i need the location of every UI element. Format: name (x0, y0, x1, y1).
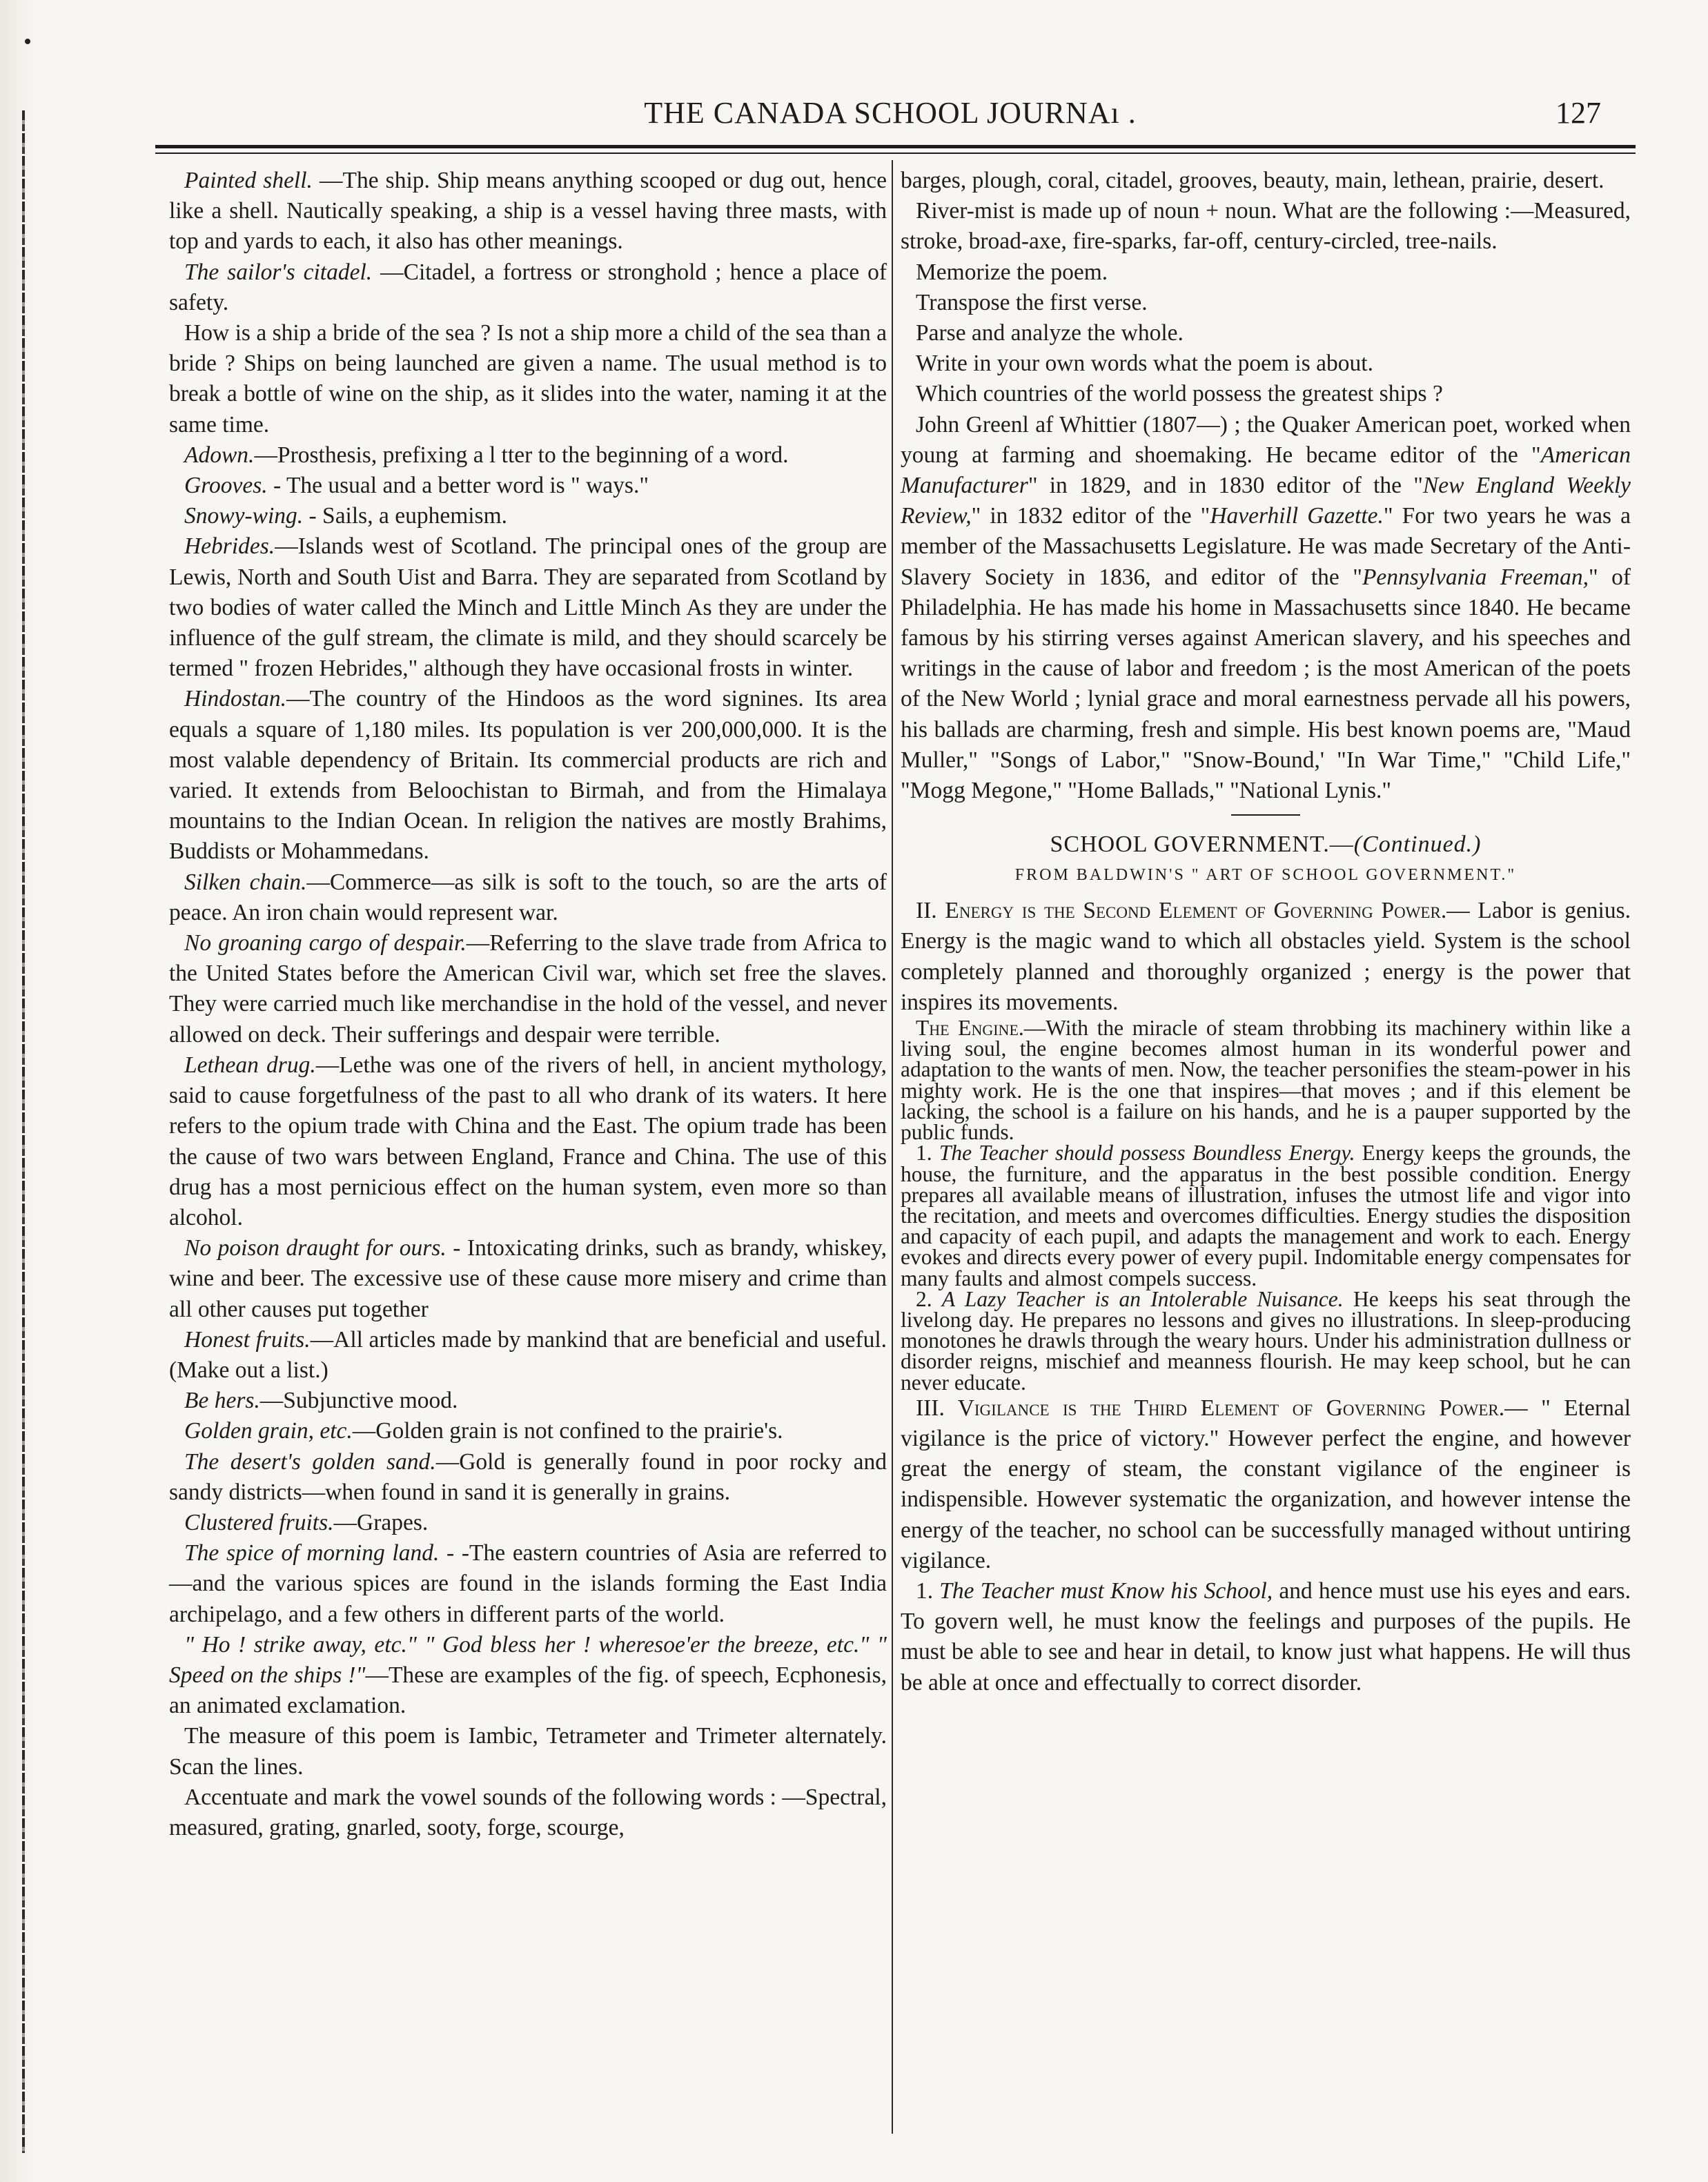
item-number: 2. (916, 1286, 932, 1311)
note-text: Accentuate and mark the vowel sounds of the following words : —Spectral, measured, grating, gnarled, sooty, forge, scourge, (169, 1784, 887, 1840)
note-term: Hebrides. (184, 533, 275, 560)
energy-text: Labor is genius. Energy is the magic wand to which all obstacles yield. System is the school completely planned and thoroughly organized ; energy is the power that inspires its movements. (901, 898, 1631, 1015)
note-text: —Gold is generally found in poor rocky and sandy districts—when found in sand it is generally in grains. (169, 1448, 887, 1505)
whittier-title-1: American Manufacturer (901, 442, 1631, 499)
note-text: —Grapes. (333, 1509, 429, 1535)
vigilance-text: " Eternal vigilance is the price of victory." However perfect the engine, and however great the energy of steam, the constant vigilance of the engineer is indispensible. However systematic the organization, and however intense the energy of the teacher, no school can be successfully managed without untiring vigilance. (901, 1395, 1631, 1573)
lazy-teacher-text: He keeps his seat through the livelong day. He prepares no lessons and gives no illustrations. In sleep-producing monotones he drawls through the weary hours. Under his administration dullness or disorder reigns, mischief and meanness flourish. He may keep school, but he can never educate. (901, 1286, 1631, 1395)
note-paragraph (169, 1508, 887, 1538)
exercise-line: Memorize the poem. (916, 259, 1108, 285)
section-rule (1231, 814, 1300, 816)
left-column (169, 166, 887, 1843)
note-paragraph (169, 867, 887, 928)
exercise-line: Write in your own words what the poem is about. (916, 351, 1373, 377)
note-paragraph (169, 166, 887, 257)
note-text: —Golden grain is not confined to the prairie's. (352, 1418, 783, 1444)
note-paragraph (169, 1630, 887, 1722)
note-paragraph (169, 1325, 887, 1386)
note-text: - Intoxicating drinks, such as brandy, whiskey, wine and beer. The excessive use of these cause more misery and crime than all other causes put together (169, 1235, 887, 1322)
know-school-heading: The Teacher must Know his School, (939, 1577, 1273, 1604)
note-term: Be hers. (184, 1388, 260, 1414)
note-paragraph (169, 257, 887, 318)
binding-edge (0, 0, 36, 2182)
whittier-title-2: New England Weekly Review, (901, 473, 1631, 529)
note-term: Grooves. (184, 473, 268, 499)
note-text: —Commerce—as silk is soft to the touch, so are the arts of peace. An iron chain would represent war. (169, 869, 887, 925)
note-paragraph (169, 318, 887, 440)
energy-heading: II. Energy is the Second Element of Governing Power.— (916, 898, 1470, 924)
note-text: —The ship. Ship means anything scooped or dug out, hence like a shell. Nautically speaking, a ship is a vessel having three masts, with top and yards to each, it also has other meanings. (169, 168, 887, 255)
section-subtitle: FROM BALDWIN'S " ART OF SCHOOL GOVERNMENT." (1014, 866, 1517, 885)
note-paragraph (169, 1050, 887, 1233)
engine-paragraph (901, 1018, 1631, 1143)
boundless-energy-paragraph (901, 1143, 1631, 1288)
exercise-line: Transpose the first verse. (916, 289, 1148, 315)
exercise-line: River-mist is made up of noun + noun. What are the following :—Measured, stroke, broad-axe, fire-sparks, far-off, century-circled, tree-nails. (901, 198, 1631, 255)
column-divider (892, 160, 893, 2134)
note-term: Adown. (184, 442, 255, 468)
know-school-paragraph (901, 1576, 1631, 1698)
note-paragraph (169, 928, 887, 1050)
journal-title: THE CANADA SCHOOL JOURNAı . (644, 96, 1137, 130)
section-title-continued: (Continued.) (1353, 832, 1482, 858)
note-text: —These are examples of the fig. of speech, Ecphonesis, an animated exclamation. (169, 1662, 887, 1719)
note-term: Painted shell. (184, 168, 313, 193)
note-text: - -The eastern countries of Asia are referred to—and the various spices are found in the islands forming the East India archipelago, and a few others in different parts of the world. (169, 1540, 887, 1627)
note-text: —Citadel, a fortress or stronghold ; hence a place of safety. (169, 259, 887, 315)
whittier-paragraph (901, 410, 1631, 807)
note-term: Hindostan. (184, 686, 286, 712)
note-term: Golden grain, etc. (184, 1418, 353, 1444)
vigilance-heading: III. Vigilance is the Third Element of Governing Power.— (916, 1395, 1528, 1421)
boundless-energy-heading: The Teacher should possess Boundless Energy. (939, 1141, 1355, 1166)
whittier-text-3: " in 1832 editor of the " (971, 503, 1210, 529)
note-paragraph (169, 1447, 887, 1508)
note-paragraph (169, 471, 887, 501)
note-text: —Subjunctive mood. (259, 1388, 458, 1414)
item-number: 1. (916, 1141, 932, 1166)
note-text: —Lethe was one of the rivers of hell, in ancient mythology, said to cause forgetfulness of the past to all who drank of its waters. It here refers to the opium trade with China and the East. The opium trade has been the cause of two wars between England, France and China. The use of this drug has a most pernicious effect on the human system, even more so than alcohol. (169, 1052, 887, 1230)
note-text: —All articles made by mankind that are beneficial and useful. (Make out a list.) (169, 1326, 887, 1383)
note-text: —The country of the Hindoos as the word signines. Its area equals a square of 1,180 miles. Its population is ver 200,000,000. It is the most valable dependency of Britain. Its commercial products are rich and varied. It extends from Beloochistan to Birmah, and from the Himalaya mountains to the Indian Ocean. In religion the natives are mostly Brahims, Buddists or Mohammedans. (169, 686, 887, 865)
note-text: —Islands west of Scotland. The principal ones of the group are Lewis, North and South Uist and Barra. They are separated from Scotland by two bodies of water called the Minch and Little Minch As they are under the influence of the gulf stream, the climate is mild, and they should scarcely be termed " frozen Hebrides," although they have occasional frosts in winter. (169, 533, 887, 682)
note-term: No groaning cargo of despair. (184, 930, 467, 956)
note-text: —Prosthesis, prefixing a l tter to the beginning of a word. (254, 442, 789, 468)
note-text: —Referring to the slave trade from Africa to the United States before the American Civil war, which set free the slaves. They were carried much like merchandise in the hold of the vessel, and never allowed on deck. Their sufferings and despair were terrible. (169, 930, 887, 1048)
note-term: " Ho ! strike away, etc." " God bless her ! wheresoe'er the breeze, etc." " Speed on the ships !" (169, 1631, 887, 1688)
note-text: - The usual and a better word is " ways." (267, 473, 649, 499)
note-term: Silken chain. (184, 869, 307, 895)
note-term: No poison draught for ours. (184, 1235, 446, 1261)
boundless-energy-text: Energy keeps the grounds, the house, the furniture, and the apparatus in the best possible condition. Energy prepares all available means of illustration, infuses the utmost life and vigor into the recitation, and meets and overcomes difficulties. Energy studies the disposition and capacity of each pupil, and adapts the management and work to each. Energy evokes and directs every power of every pupil. Indomitable energy compensates for many faults and almost compels success. (901, 1141, 1631, 1290)
note-paragraph (169, 684, 887, 867)
whittier-text-2: " in 1829, and in 1830 editor of the " (1028, 473, 1423, 499)
exercise-line: Which countries of the world possess the greatest ships ? (916, 381, 1443, 407)
whittier-text-5: " of Philadelphia. He has made his home in Massachusetts since 1840. He became famous by his stirring verses against American slavery, and his speeches and writings in the cause of labor and freedom ; is the most American of the poets of the New World ; lynial grace and moral earnestness pervade all his powers, his ballads are charming, fresh and simple. His best known poems are, "Maud Muller," "Songs of Labor," "Snow-Bound,' "In War Time," "Child Life," "Mogg Megone," "Home Ballads," "National Lynis." (901, 564, 1631, 804)
engine-heading: The Engine. (916, 1016, 1024, 1041)
note-text: The measure of this poem is Iambic, Tetrameter and Trimeter alternately. Scan the lines. (169, 1723, 887, 1780)
engine-text: —With the miracle of steam throbbing its machinery within like a living soul, the engine becomes almost human in its wonderful power and adaptation to the wants of men. Now, the teacher personifies the steam-power in his mighty work. He is the one that inspires—that moves ; and if this element be lacking, the school is a failure on his hands, and he is a pauper supported by the public funds. (901, 1016, 1631, 1145)
note-term: Honest fruits. (184, 1326, 311, 1353)
whittier-text-1: John Greenl af Whittier (1807—) ; the Quaker American poet, worked when young at farming and shoemaking. He became editor of the " (901, 411, 1631, 468)
note-term: The desert's golden sand. (184, 1448, 436, 1475)
binding-stitching (22, 110, 25, 2153)
section-heading (901, 828, 1631, 861)
exercise-line: Parse and analyze the whole. (916, 320, 1184, 346)
note-paragraph (169, 531, 887, 684)
lazy-teacher-paragraph (901, 1286, 1631, 1395)
whittier-title-3: Haverhill Gazette. (1210, 503, 1384, 529)
note-term: The sailor's citadel. (184, 259, 373, 285)
header-rule-thick (155, 145, 1636, 148)
know-school-text: and hence must use his eyes and ears. To govern well, he must know the feelings and purposes of the pupils. He must be able to see and hear in detail, to know just what happens. He will thus be able at once and effectually to correct disorder. (901, 1577, 1631, 1696)
note-term: Clustered fruits. (184, 1509, 334, 1535)
page-header (152, 95, 1629, 137)
note-paragraph (169, 501, 887, 531)
note-text: - Sails, a euphemism. (303, 503, 508, 529)
note-term: The spice of morning land. (184, 1540, 440, 1566)
vigilance-paragraph (901, 1393, 1631, 1576)
header-rule-thin (155, 153, 1636, 154)
note-term: Lethean drug. (184, 1052, 316, 1078)
note-paragraph (169, 440, 887, 471)
note-paragraph (169, 1782, 887, 1843)
energy-paragraph (901, 896, 1631, 1018)
whittier-text-4: " For two years he was a member of the Massachusetts Legislature. He was made Secretary of the Anti-Slavery Society in 1836, and editor of the " (901, 503, 1631, 590)
section-title: SCHOOL GOVERNMENT.— (1050, 832, 1354, 858)
note-paragraph (169, 1721, 887, 1782)
page-number: 127 (1555, 96, 1601, 130)
note-paragraph (169, 1416, 887, 1446)
note-paragraph (169, 1386, 887, 1416)
item-number: 1. (916, 1577, 934, 1604)
exercise-line: barges, plough, coral, citadel, grooves, beauty, main, lethean, prairie, desert. (901, 168, 1604, 193)
note-term: Snowy-wing. (184, 503, 304, 529)
lazy-teacher-heading: A Lazy Teacher is an Intolerable Nuisance. (941, 1286, 1344, 1311)
whittier-title-4: Pennsylvania Freeman, (1362, 564, 1589, 590)
right-column (901, 166, 1631, 1698)
note-paragraph (169, 1538, 887, 1630)
note-paragraph (169, 1233, 887, 1325)
note-text: How is a ship a bride of the sea ? Is not a ship more a child of the sea than a bride ? Ships on being launched are given a name. The usual method is to break a bottle of wine on the ship, as it slides into the water, naming it at the same time. (169, 320, 887, 438)
ink-speck (25, 39, 30, 44)
